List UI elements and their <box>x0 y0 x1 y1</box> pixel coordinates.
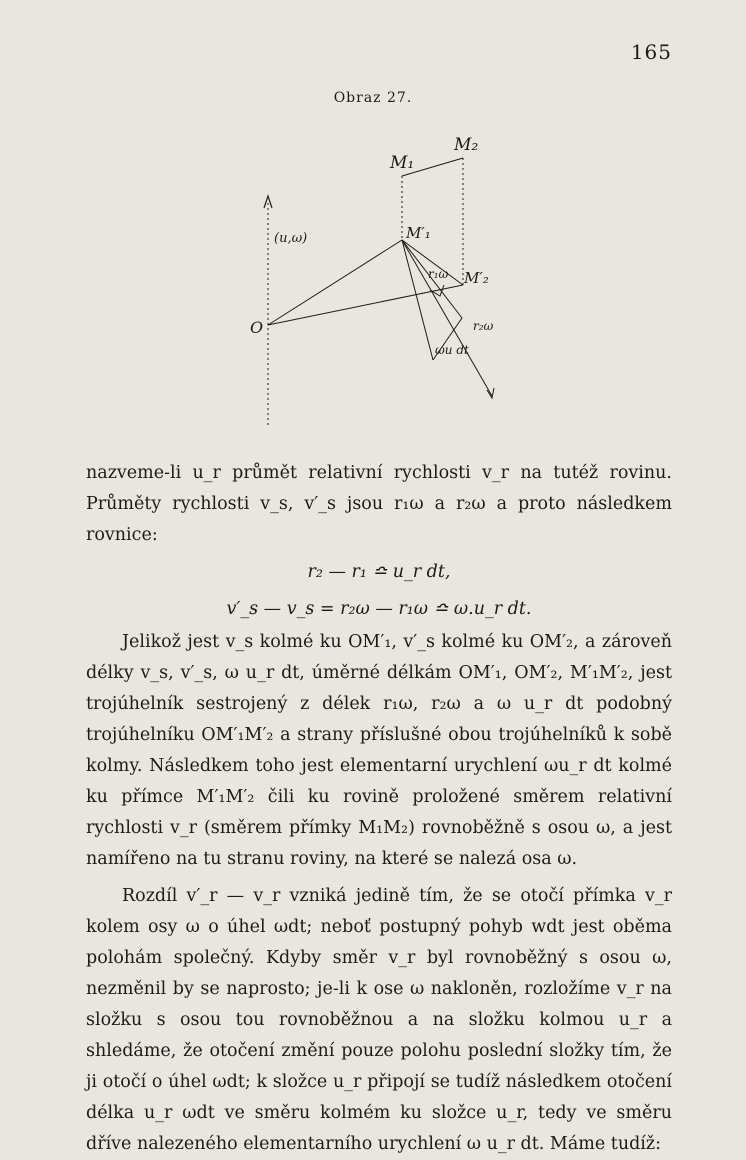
vector-r2-omega <box>402 240 492 396</box>
label-omega-u-dt: ωu dt <box>435 343 469 357</box>
equation-2: v′_s — v_s = r₂ω — r₁ω ≏ ω.u_r dt. <box>226 599 532 619</box>
label-o: O <box>250 318 264 337</box>
vector-omega-u-dt <box>402 240 433 360</box>
label-m2p: M′₂ <box>464 269 489 287</box>
label-r2-omega: r₂ω <box>473 319 494 333</box>
label-r1-omega: r₁ω <box>428 267 449 281</box>
axis-arrow <box>264 196 272 208</box>
paragraph-2: Jelikož jest v_s kolmé ku OM′₁, v′_s kolmé ku OM′₂, a zároveň délky v_s, v′_s, ω u_r dt, úměrné délkám OM′₁, OM′₂, M′₁M′₂, jest trojúhelník sestrojený z délek r₁ω, r₂ω a ω u_r dt podobný trojúhelníku OM′₁M′₂ a strany příslušné obou trojúhelníků k sobě kolmy. Následkem toho jest elementarní urychlení ωu_r dt kolmé ku přímce M′₁M′₂ čili ku rovině proložené směrem relativní rychlosti v_r (směrem přímky M₁M₂) rovnoběžně s osou ω, a jest namířeno na tu stranu roviny, na které se nalezá osa ω. <box>86 632 672 869</box>
label-m2: M₂ <box>454 135 479 155</box>
paragraph-1: nazveme-li u_r průmět relativní rychlosti v_r na tutéž rovinu. Průměty rychlosti v_s, v′_s jsou r₁ω a r₂ω a proto následkem rovnice: <box>86 463 672 545</box>
figure-caption: Obraz 27. <box>333 90 413 106</box>
label-m1: M₁ <box>390 153 415 173</box>
label-u-omega: (u,ω) <box>274 231 308 246</box>
equation-1: r₂ — r₁ ≏ u_r dt, <box>307 562 451 582</box>
label-m1p: M′₁ <box>406 224 431 242</box>
line-o-m2p <box>268 285 463 325</box>
paragraph-3: Rozdíl v′_r — v_r vzniká jedině tím, že se otočí přímka v_r kolem osy ω o úhel ωdt; neboť postupný pohyb wdt jest oběma polohám společný. Kdyby směr v_r byl rovnoběžný s osou ω, nezměnil by se naprosto; je-li k ose ω nakloněn, rozložíme v_r na složku s osou tou rovnoběžnou a na složku kolmou u_r a shledáme, že otočení změní pouze polohu poslední složky tím, že ji otočí o úhel ωdt; k složce u_r připojí se tudíž následkem otočení délka u_r ωdt ve směru kolmém ku složce u_r, tedy ve směru dříve nalezeného elementarního urychlení ω u_r dt. Máme tudíž: <box>86 886 672 1154</box>
line-o-m1p <box>268 240 402 325</box>
page-number: 165 <box>630 40 672 64</box>
figure-diagram <box>230 128 520 458</box>
body-text <box>86 458 672 1160</box>
